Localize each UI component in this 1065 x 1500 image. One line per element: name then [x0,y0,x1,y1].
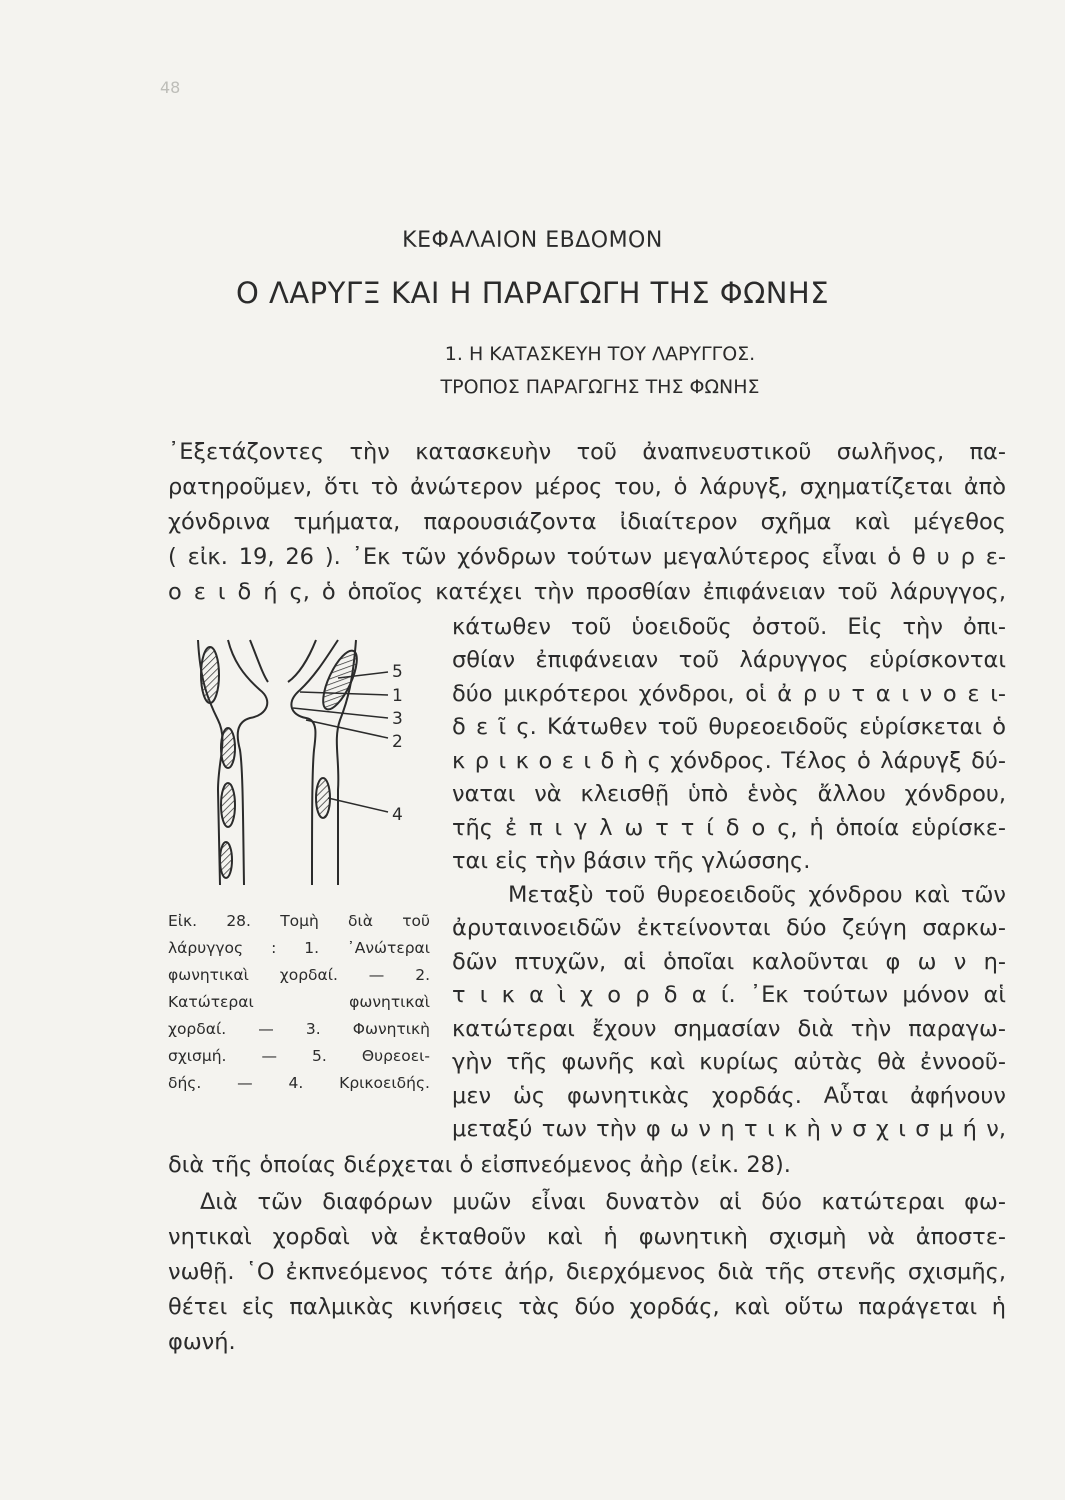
figure-caption-line: Εἰκ. 28. Τομὴ διὰ τοῦ [168,912,430,930]
body-line: Διὰ τῶν διαφόρων μυῶν εἶναι δυνατὸν αἱ δύο κατώτεραι φω- [200,1189,1006,1215]
larynx-diagram [188,620,428,892]
body-line: τ ι κ α ὶ χ ο ρ δ α ί. ᾿Εκ τούτων μόνον αἱ [452,982,1006,1008]
body-line: φωνή. [168,1329,236,1355]
chapter-title: Ο ΛΑΡΥΓΞ ΚΑΙ Η ΠΑΡΑΓΩΓΗ ΤΗΣ ΦΩΝΗΣ [235,276,830,310]
leader-line [306,720,388,738]
figure-caption-line: δής. — 4. Κρικοειδής. [168,1074,430,1092]
right-cricoid-cartilage [316,778,330,818]
figure-caption-line: φωνητικαὶ χορδαί. — 2. [168,966,430,984]
label-1: 1 [392,686,403,706]
body-line: ᾿Εξετάζοντες τὴν κατασκευὴν τοῦ ἀναπνευστικοῦ σωλῆνος, πα- [168,439,1006,465]
figure-caption-line: Κατώτεραι φωνητικαὶ [168,993,430,1011]
right-thyroid-cartilage [317,646,364,713]
label-3: 3 [392,709,403,729]
body-line: γὴν τῆς φωνῆς καὶ κυρίως αὐτὰς θὰ ἐννοοῦ- [452,1049,1006,1075]
chapter-heading: ΚΕΦΑΛΑΙΟΝ ΕΒΔΟΜΟΝ [402,228,663,253]
body-line: νητικαὶ χορδαὶ νὰ ἐκταθοῦν καὶ ἡ φωνητικὴ σχισμὴ νὰ ἀποστε- [168,1224,1006,1250]
larynx-figure [188,620,428,892]
body-line: μεταξύ των τὴν φ ω ν η τ ι κ ὴ ν σ χ ι σ μ ή ν, [452,1116,1006,1142]
body-line: νωθῇ. ῾Ο ἐκπνεόμενος τότε ἀήρ, διερχόμενος διὰ τῆς στενῆς σχισμῆς, [168,1259,1006,1285]
body-line: ται εἰς τὴν βάσιν τῆς γλώσσης. [452,848,811,874]
section-subheading: ΤΡΟΠΟΣ ΠΑΡΑΓΩΓΗΣ ΤΗΣ ΦΩΝΗΣ [440,376,760,398]
left-top-line [250,640,268,682]
body-line: κατώτεραι ἔχουν σημασίαν διὰ τὴν παραγω- [452,1016,1006,1042]
label-2: 2 [392,732,403,752]
section-heading: 1. Η ΚΑΤΑΣΚΕΥΗ ΤΟΥ ΛΑΡΥΓΓΟΣ. [444,343,756,365]
body-line: κάτωθεν τοῦ ὑοειδοῦς ὀστοῦ. Εἰς τὴν ὀπι- [452,614,1006,640]
body-line: ( εἰκ. 19, 26 ). ᾿Εκ τῶν χόνδρων τούτων μεγαλύτερος εἶναι ὁ θ υ ρ ε- [168,544,1006,570]
body-line: ο ε ι δ ή ς, ὁ ὁποῖος κατέχει τὴν προσθίαν ἐπιφάνειαν τοῦ λάρυγγος, [168,579,1006,605]
body-line: δ ε ῖ ς. Κάτωθεν τοῦ θυρεοειδοῦς εὑρίσκεται ὁ [452,714,1006,740]
figure-caption-line: λάρυγγος : 1. ᾿Ανώτεραι [168,939,430,957]
label-4: 4 [392,805,403,825]
body-line: θέτει εἰς παλμικὰς κινήσεις τὰς δύο χορδάς, καὶ οὕτω παράγεται ἡ [168,1294,1006,1320]
left-cricoid-cartilage [221,783,235,827]
label-5: 5 [392,662,403,682]
figure-caption-line: σχισμή. — 5. Θυρεοει- [168,1047,430,1065]
body-line: δῶν πτυχῶν, αἱ ὁποῖαι καλοῦνται φ ω ν η- [452,949,1006,975]
body-line: σθίαν ἐπιφάνειαν τοῦ λάρυγγος εὑρίσκονται [452,647,1006,673]
left-lower-cartilage [220,842,232,878]
left-inner-wall [228,640,267,885]
body-line: ρατηροῦμεν, ὅτι τὸ ἀνώτερον μέρος του, ὁ λάρυγξ, σχηματίζεται ἀπὸ [168,474,1006,500]
body-line: ἀρυταινοειδῶν ἐκτείνονται δύο ζεύγη σαρκω- [452,915,1006,941]
body-line: κ ρ ι κ ο ε ι δ ὴ ς χόνδρος. Τέλος ὁ λάρυγξ δύ- [452,748,1006,774]
body-line: μεν ὡς φωνητικὰς χορδάς. Αὗται ἀφήνουν [452,1083,1006,1109]
body-line: χόνδρινα τμήματα, παρουσιάζοντα ἰδιαίτερον σχῆμα καὶ μέγεθος [168,509,1006,535]
figure-caption-line: χορδαί. — 3. Φωνητικὴ [168,1020,430,1038]
body-line: διὰ τῆς ὁποίας διέρχεται ὁ εἰσπνεόμενος ἀὴρ (εἰκ. 28). [168,1152,791,1178]
body-line: τῆς ἐ π ι γ λ ω τ τ ί δ ο ς, ἡ ὁποία εὑρίσκε- [452,815,1006,841]
left-thyroid-cartilage [201,647,219,703]
body-line: ναται νὰ κλεισθῇ ὑπὸ ἑνὸς ἄλλου χόνδρου, [452,781,1006,807]
body-line: Μεταξὺ τοῦ θυρεοειδοῦς χόνδρου καὶ τῶν [508,882,1006,908]
left-arytenoid-cartilage [221,728,235,768]
body-line: δύο μικρότεροι χόνδροι, οἱ ἀ ρ υ τ α ι ν ο ε ι- [452,681,1006,707]
page-number: 48 [160,78,181,97]
